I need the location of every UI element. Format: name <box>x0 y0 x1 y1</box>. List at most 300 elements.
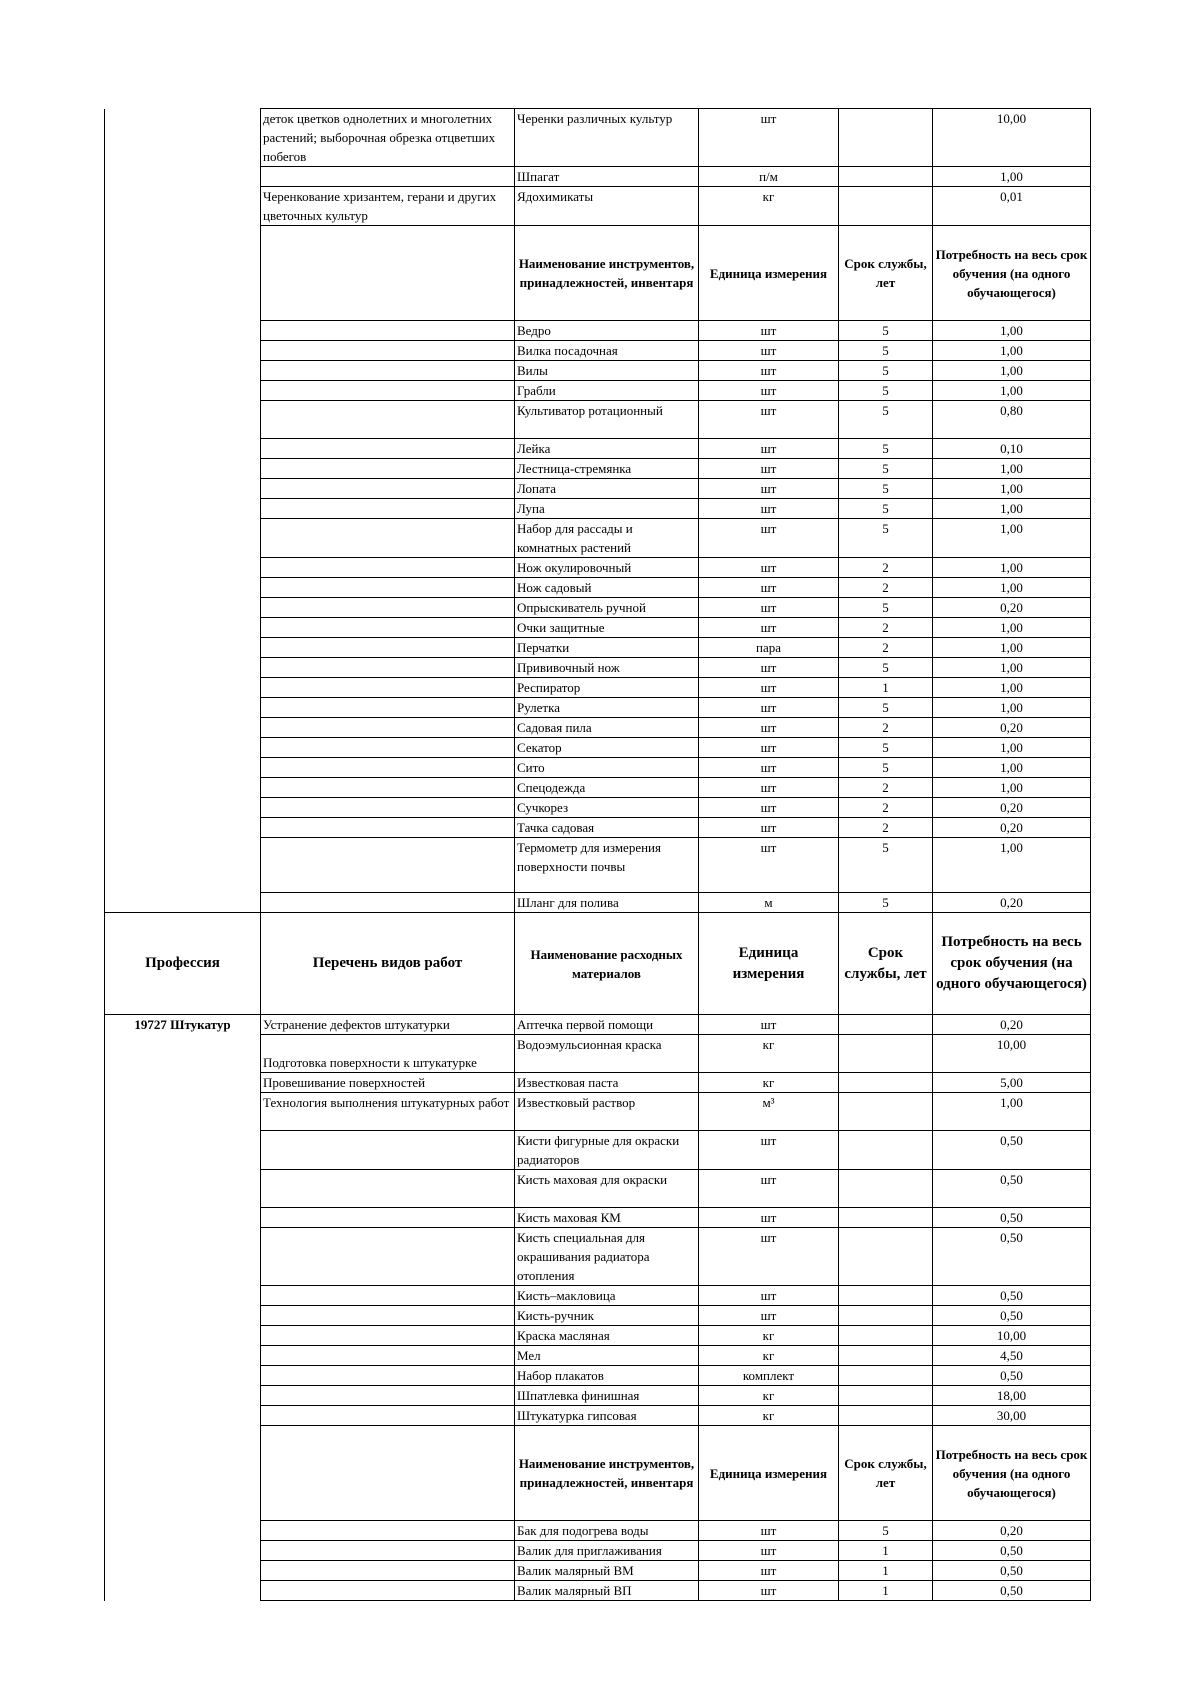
term-cell: 1 <box>839 1561 933 1581</box>
need-cell: 0,10 <box>933 439 1091 459</box>
table-row <box>105 401 1091 439</box>
work-cell <box>261 698 515 718</box>
tool-name-cell: Набор для рассады и комнатных растений <box>515 519 699 558</box>
table-row <box>105 598 1091 618</box>
profession-cell <box>105 838 261 893</box>
term-header: Срок службы, лет <box>839 913 933 1015</box>
work-cell <box>261 1326 515 1346</box>
profession-cell <box>105 1426 261 1521</box>
need-cell: 0,20 <box>933 798 1091 818</box>
profession-cell <box>105 519 261 558</box>
tool-name-cell: Респиратор <box>515 678 699 698</box>
tool-name-cell: Перчатки <box>515 638 699 658</box>
unit-cell: шт <box>699 698 839 718</box>
profession-cell <box>105 718 261 738</box>
profession-cell <box>105 758 261 778</box>
need-cell: 0,50 <box>933 1306 1091 1326</box>
material-cell: Штукатурка гипсовая <box>515 1406 699 1426</box>
table-row <box>105 1306 1091 1326</box>
need-cell: 0,50 <box>933 1366 1091 1386</box>
work-cell <box>261 1228 515 1286</box>
unit-cell: шт <box>699 1131 839 1170</box>
profession-cell <box>105 738 261 758</box>
work-cell <box>261 778 515 798</box>
term-cell: 1 <box>839 678 933 698</box>
work-cell <box>261 618 515 638</box>
work-cell <box>261 381 515 401</box>
table-row <box>105 738 1091 758</box>
tool-name-cell: Валик для приглаживания <box>515 1541 699 1561</box>
term-cell: 5 <box>839 479 933 499</box>
unit-cell: шт <box>699 718 839 738</box>
tool-name-cell: Тачка садовая <box>515 818 699 838</box>
profession-cell <box>105 818 261 838</box>
profession-cell <box>105 381 261 401</box>
work-cell <box>261 818 515 838</box>
need-cell: 1,00 <box>933 499 1091 519</box>
need-cell: 5,00 <box>933 1073 1091 1093</box>
need-cell: 1,00 <box>933 558 1091 578</box>
table-row <box>105 638 1091 658</box>
table-row <box>105 1286 1091 1306</box>
tool-name-cell: Бак для подогрева воды <box>515 1521 699 1541</box>
term-cell: 5 <box>839 758 933 778</box>
term-cell <box>839 1326 933 1346</box>
work-cell <box>261 1541 515 1561</box>
unit-cell: кг <box>699 187 839 226</box>
unit-cell: шт <box>699 459 839 479</box>
profession-cell <box>105 578 261 598</box>
tool-name-cell: Нож окулировочный <box>515 558 699 578</box>
need-cell: 1,00 <box>933 519 1091 558</box>
tools-need-header: Потребность на весь срок обучения (на одного обучающегося) <box>933 226 1091 321</box>
work-cell <box>261 1208 515 1228</box>
term-cell: 5 <box>839 658 933 678</box>
need-cell: 1,00 <box>933 618 1091 638</box>
table-row <box>105 758 1091 778</box>
tools-unit-header: Единица измерения <box>699 1426 839 1521</box>
tools-header-row <box>105 1426 1091 1521</box>
table-row <box>105 361 1091 381</box>
term-cell <box>839 109 933 167</box>
tool-name-cell: Садовая пила <box>515 718 699 738</box>
table-row <box>105 1228 1091 1286</box>
need-cell: 1,00 <box>933 778 1091 798</box>
unit-cell: шт <box>699 798 839 818</box>
profession-cell <box>105 1035 261 1073</box>
work-cell <box>261 226 515 321</box>
table-row <box>105 1561 1091 1581</box>
table-row <box>105 1521 1091 1541</box>
term-cell: 5 <box>839 1521 933 1541</box>
need-cell: 1,00 <box>933 678 1091 698</box>
term-cell <box>839 1073 933 1093</box>
need-cell: 4,50 <box>933 1346 1091 1366</box>
unit-cell: шт <box>699 109 839 167</box>
profession-cell <box>105 1093 261 1131</box>
material-cell: Кисть–макловица <box>515 1286 699 1306</box>
tools-name-header: Наименование инструментов, принадлежностей, инвентаря <box>515 1426 699 1521</box>
need-cell: 1,00 <box>933 738 1091 758</box>
profession-cell <box>105 1581 261 1601</box>
unit-cell: шт <box>699 678 839 698</box>
profession-cell <box>105 558 261 578</box>
tool-name-cell: Грабли <box>515 381 699 401</box>
tool-name-cell: Секатор <box>515 738 699 758</box>
need-header: Потребность на весь срок обучения (на одного обучающегося) <box>933 913 1091 1015</box>
profession-header: Профессия <box>105 913 261 1015</box>
profession-cell <box>105 1286 261 1306</box>
term-cell <box>839 167 933 187</box>
unit-cell: шт <box>699 558 839 578</box>
profession-cell <box>105 1346 261 1366</box>
unit-cell: шт <box>699 439 839 459</box>
tool-name-cell: Спецодежда <box>515 778 699 798</box>
table-row <box>105 1406 1091 1426</box>
work-cell <box>261 1426 515 1521</box>
table-row <box>105 1346 1091 1366</box>
table-row <box>105 321 1091 341</box>
work-cell <box>261 341 515 361</box>
term-cell: 1 <box>839 1541 933 1561</box>
unit-cell: шт <box>699 321 839 341</box>
term-cell: 5 <box>839 381 933 401</box>
table-row <box>105 187 1091 226</box>
tools-need-header: Потребность на весь срок обучения (на одного обучающегося) <box>933 1426 1091 1521</box>
profession-cell <box>105 401 261 439</box>
work-cell: Провешивание поверхностей <box>261 1073 515 1093</box>
unit-cell: кг <box>699 1406 839 1426</box>
table-row <box>105 439 1091 459</box>
term-cell: 5 <box>839 598 933 618</box>
table-row <box>105 578 1091 598</box>
work-cell <box>261 718 515 738</box>
need-cell: 1,00 <box>933 638 1091 658</box>
work-cell <box>261 1406 515 1426</box>
table-row <box>105 459 1091 479</box>
term-cell: 1 <box>839 1581 933 1601</box>
table-row <box>105 1326 1091 1346</box>
table-row <box>105 1170 1091 1208</box>
profession-cell <box>105 187 261 226</box>
profession-cell <box>105 1406 261 1426</box>
need-cell: 1,00 <box>933 361 1091 381</box>
work-cell <box>261 1346 515 1366</box>
materials-header: Наименование расходных материалов <box>515 913 699 1015</box>
table-row <box>105 558 1091 578</box>
material-cell: Шпатлевка финишная <box>515 1386 699 1406</box>
work-cell <box>261 439 515 459</box>
need-cell: 0,01 <box>933 187 1091 226</box>
need-cell: 0,20 <box>933 818 1091 838</box>
profession-cell <box>105 1170 261 1208</box>
need-cell: 1,00 <box>933 578 1091 598</box>
material-cell: Ядохимикаты <box>515 187 699 226</box>
profession-cell <box>105 893 261 913</box>
need-cell: 10,00 <box>933 1035 1091 1073</box>
work-cell <box>261 578 515 598</box>
term-cell <box>839 1406 933 1426</box>
term-cell <box>839 1386 933 1406</box>
work-cell <box>261 1286 515 1306</box>
term-cell <box>839 1131 933 1170</box>
work-cell <box>261 1170 515 1208</box>
tool-name-cell: Валик малярный ВП <box>515 1581 699 1601</box>
profession-cell <box>105 678 261 698</box>
unit-cell: шт <box>699 838 839 893</box>
need-cell: 0,50 <box>933 1131 1091 1170</box>
tool-name-cell: Сито <box>515 758 699 778</box>
unit-cell: шт <box>699 578 839 598</box>
tool-name-cell: Лестница-стремянка <box>515 459 699 479</box>
work-cell <box>261 738 515 758</box>
material-cell: Мел <box>515 1346 699 1366</box>
table-row <box>105 1208 1091 1228</box>
need-cell: 0,20 <box>933 1015 1091 1035</box>
material-cell: Водоэмульсионная краска <box>515 1035 699 1073</box>
table-row <box>105 1073 1091 1093</box>
table-row <box>105 479 1091 499</box>
tool-name-cell: Вилка посадочная <box>515 341 699 361</box>
main-header-row <box>105 913 1091 1015</box>
tool-name-cell: Валик малярный ВМ <box>515 1561 699 1581</box>
work-cell <box>261 1306 515 1326</box>
unit-cell: шт <box>699 401 839 439</box>
tool-name-cell: Сучкорез <box>515 798 699 818</box>
tool-name-cell: Лупа <box>515 499 699 519</box>
need-cell: 0,50 <box>933 1286 1091 1306</box>
need-cell: 0,20 <box>933 718 1091 738</box>
table-row <box>105 1386 1091 1406</box>
need-cell: 0,20 <box>933 893 1091 913</box>
term-cell <box>839 1346 933 1366</box>
term-cell: 5 <box>839 341 933 361</box>
unit-cell: кг <box>699 1346 839 1366</box>
material-cell: Шпагат <box>515 167 699 187</box>
work-cell: Черенкование хризантем, герани и других цветочных культур <box>261 187 515 226</box>
work-cell <box>261 1131 515 1170</box>
profession-cell <box>105 1131 261 1170</box>
term-cell: 5 <box>839 401 933 439</box>
work-cell <box>261 798 515 818</box>
profession-cell <box>105 1386 261 1406</box>
equipment-table <box>104 108 1091 1601</box>
need-cell: 1,00 <box>933 321 1091 341</box>
tool-name-cell: Культиватор ротационный <box>515 401 699 439</box>
table-row <box>105 1541 1091 1561</box>
profession-cell <box>105 341 261 361</box>
work-cell: деток цветков однолетних и многолетних растений; выборочная обрезка отцветших побегов <box>261 109 515 167</box>
table-row <box>105 893 1091 913</box>
table-row <box>105 499 1091 519</box>
need-cell: 1,00 <box>933 698 1091 718</box>
term-cell <box>839 1035 933 1073</box>
material-cell: Набор плакатов <box>515 1366 699 1386</box>
work-cell <box>261 401 515 439</box>
unit-cell: п/м <box>699 167 839 187</box>
profession-cell <box>105 1326 261 1346</box>
profession-cell: 19727 Штукатур <box>105 1015 261 1035</box>
need-cell: 10,00 <box>933 109 1091 167</box>
need-cell: 1,00 <box>933 479 1091 499</box>
profession-cell <box>105 698 261 718</box>
profession-cell <box>105 798 261 818</box>
unit-cell: пара <box>699 638 839 658</box>
profession-cell <box>105 1208 261 1228</box>
term-cell: 5 <box>839 439 933 459</box>
unit-cell: кг <box>699 1386 839 1406</box>
work-cell <box>261 678 515 698</box>
term-cell: 5 <box>839 893 933 913</box>
table-row <box>105 1035 1091 1073</box>
unit-cell: шт <box>699 758 839 778</box>
material-cell: Известковая паста <box>515 1073 699 1093</box>
need-cell: 1,00 <box>933 381 1091 401</box>
profession-cell <box>105 778 261 798</box>
tools-header-row <box>105 226 1091 321</box>
need-cell: 1,00 <box>933 758 1091 778</box>
table-row <box>105 658 1091 678</box>
unit-cell: шт <box>699 818 839 838</box>
unit-cell: шт <box>699 361 839 381</box>
unit-cell: шт <box>699 1208 839 1228</box>
profession-cell <box>105 109 261 167</box>
table-row <box>105 718 1091 738</box>
term-cell: 2 <box>839 638 933 658</box>
table-row <box>105 1131 1091 1170</box>
work-cell <box>261 1366 515 1386</box>
term-cell <box>839 1286 933 1306</box>
need-cell: 30,00 <box>933 1406 1091 1426</box>
need-cell: 1,00 <box>933 459 1091 479</box>
material-cell: Кисть специальная для окрашивания радиатора отопления <box>515 1228 699 1286</box>
table-row <box>105 818 1091 838</box>
term-cell: 2 <box>839 618 933 638</box>
term-cell: 5 <box>839 361 933 381</box>
work-cell: Устранение дефектов штукатурки <box>261 1015 515 1035</box>
unit-cell: м³ <box>699 1093 839 1131</box>
term-cell: 5 <box>839 698 933 718</box>
tool-name-cell: Лейка <box>515 439 699 459</box>
profession-cell <box>105 638 261 658</box>
need-cell: 0,50 <box>933 1561 1091 1581</box>
need-cell: 0,50 <box>933 1541 1091 1561</box>
material-cell: Кисти фигурные для окраски радиаторов <box>515 1131 699 1170</box>
tools-term-header: Срок службы, лет <box>839 1426 933 1521</box>
need-cell: 0,50 <box>933 1170 1091 1208</box>
unit-header: Единица измерения <box>699 913 839 1015</box>
term-cell: 5 <box>839 738 933 758</box>
unit-cell: шт <box>699 479 839 499</box>
table-row <box>105 519 1091 558</box>
profession-cell <box>105 618 261 638</box>
work-cell <box>261 838 515 893</box>
tools-name-header: Наименование инструментов, принадлежностей, инвентаря <box>515 226 699 321</box>
unit-cell: шт <box>699 1170 839 1208</box>
unit-cell: шт <box>699 1521 839 1541</box>
need-cell: 18,00 <box>933 1386 1091 1406</box>
unit-cell: кг <box>699 1035 839 1073</box>
work-cell <box>261 1561 515 1581</box>
profession-cell <box>105 479 261 499</box>
profession-cell <box>105 321 261 341</box>
table-row <box>105 698 1091 718</box>
term-cell: 5 <box>839 499 933 519</box>
work-cell <box>261 499 515 519</box>
tool-name-cell: Прививочный нож <box>515 658 699 678</box>
term-cell: 5 <box>839 321 933 341</box>
table-row <box>105 167 1091 187</box>
unit-cell: шт <box>699 499 839 519</box>
unit-cell: шт <box>699 618 839 638</box>
table-row <box>105 1015 1091 1035</box>
term-cell: 2 <box>839 798 933 818</box>
table-row <box>105 778 1091 798</box>
term-cell <box>839 187 933 226</box>
profession-cell <box>105 598 261 618</box>
table-row <box>105 798 1091 818</box>
profession-cell <box>105 1306 261 1326</box>
tool-name-cell: Опрыскиватель ручной <box>515 598 699 618</box>
term-cell: 2 <box>839 558 933 578</box>
table-row <box>105 381 1091 401</box>
need-cell: 1,00 <box>933 167 1091 187</box>
term-cell <box>839 1093 933 1131</box>
profession-cell <box>105 1228 261 1286</box>
tool-name-cell: Нож садовый <box>515 578 699 598</box>
profession-cell <box>105 1366 261 1386</box>
profession-cell <box>105 226 261 321</box>
unit-cell: шт <box>699 381 839 401</box>
tool-name-cell: Шланг для полива <box>515 893 699 913</box>
table-row <box>105 618 1091 638</box>
work-cell <box>261 1581 515 1601</box>
tools-term-header: Срок службы, лет <box>839 226 933 321</box>
work-cell <box>261 321 515 341</box>
table-row <box>105 678 1091 698</box>
unit-cell: шт <box>699 1561 839 1581</box>
need-cell: 1,00 <box>933 341 1091 361</box>
work-cell <box>261 361 515 381</box>
work-cell <box>261 658 515 678</box>
tool-name-cell: Очки защитные <box>515 618 699 638</box>
need-cell: 0,20 <box>933 598 1091 618</box>
unit-cell: шт <box>699 738 839 758</box>
profession-cell <box>105 1073 261 1093</box>
work-cell <box>261 459 515 479</box>
unit-cell: шт <box>699 1228 839 1286</box>
term-cell <box>839 1228 933 1286</box>
term-cell <box>839 1015 933 1035</box>
work-cell <box>261 598 515 618</box>
need-cell: 0,20 <box>933 1521 1091 1541</box>
unit-cell: м <box>699 893 839 913</box>
unit-cell: шт <box>699 519 839 558</box>
profession-cell <box>105 439 261 459</box>
unit-cell: шт <box>699 1541 839 1561</box>
table-row <box>105 341 1091 361</box>
profession-cell <box>105 1521 261 1541</box>
work-cell <box>261 638 515 658</box>
work-cell <box>261 167 515 187</box>
work-cell: Подготовка поверхности к штукатурке <box>261 1035 515 1073</box>
tool-name-cell: Термометр для измерения поверхности почвы <box>515 838 699 893</box>
material-cell: Краска масляная <box>515 1326 699 1346</box>
works-header: Перечень видов работ <box>261 913 515 1015</box>
table-row <box>105 1366 1091 1386</box>
need-cell: 1,00 <box>933 1093 1091 1131</box>
need-cell: 0,50 <box>933 1208 1091 1228</box>
